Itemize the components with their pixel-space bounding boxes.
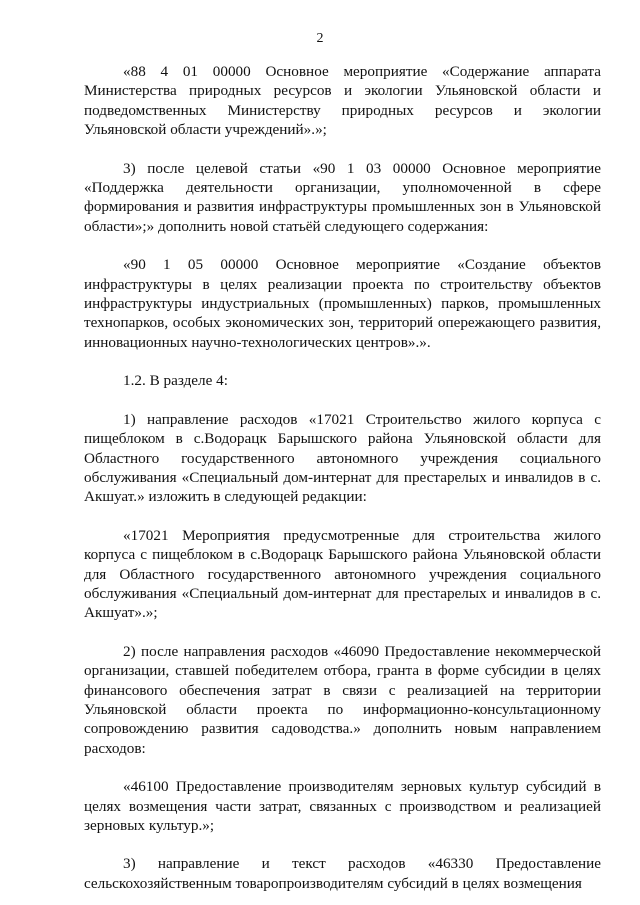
- section-heading-1-2: 1.2. В разделе 4:: [123, 372, 228, 390]
- page-number: 2: [316, 31, 324, 46]
- paragraph-item-3-after-90-1-03: 3) после целевой статьи «90 1 03 00000 Основное мероприятие «Поддержка деятельности организации, уполномоченной в сфере формирования и развития инфраструктуры промышленных зон в Ульяновской области»;» дополнить новой статьёй следующего содержания:: [84, 159, 601, 235]
- paragraph-17021-new-edition: «17021 Мероприятия предусмотренные для строительства жилого корпуса с пищеблоком в с.Водорацк Барышского района Ульяновской области для Областного государственного автономного учреждения социального обслуживания «Специальный дом-интернат для престарелых и инвалидов в с. Акшуат».»;: [84, 526, 601, 622]
- paragraph-88-4-01: «88 4 01 00000 Основное мероприятие «Содержание аппарата Министерства природных ресурсов и экологии Ульяновской области и подведомственных Министерству природных ресурсов и экологии Ульяновской области учреждений».»;: [84, 63, 601, 139]
- document-body: [84, 62, 601, 893]
- paragraph-90-1-05: «90 1 05 00000 Основное мероприятие «Создание объектов инфраструктуры в целях реализации проекта по строительству объектов инфраструктуры индустриальных (промышленных) парков, промышленных технопарков, особых экономических зон, территорий опережающего развития, инновационных научно-технологических центров».».: [84, 256, 601, 351]
- paragraph-46100: «46100 Предоставление производителям зерновых культур субсидий в целях возмещения части затрат, связанных с производством и реализацией зерновых культур.»;: [84, 778, 601, 834]
- paragraph-item-3-46330: 3) направление и текст расходов «46330 Предоставление сельскохозяйственным товаропроизводителям субсидий в целях возмещения: [84, 855, 601, 892]
- paragraph-item-2-46090: 2) после направления расходов «46090 Предоставление некоммерческой организации, ставшей победителем отбора, гранта в форме субсидии в целях финансового обеспечения затрат в связи с реализацией на территории Ульяновской области проекта по информационно-консультационному сопровождению развития садоводства.» дополнить новым направлением расходов:: [84, 642, 601, 757]
- paragraph-item-1-17021: 1) направление расходов «17021 Строительство жилого корпуса с пищеблоком в с.Водорацк Барышского района Ульяновской области для Областного государственного автономного учреждения социального обслуживания «Специальный дом-интернат для престарелых и инвалидов в с. Акшуат.» изложить в следующей редакции:: [84, 410, 601, 506]
